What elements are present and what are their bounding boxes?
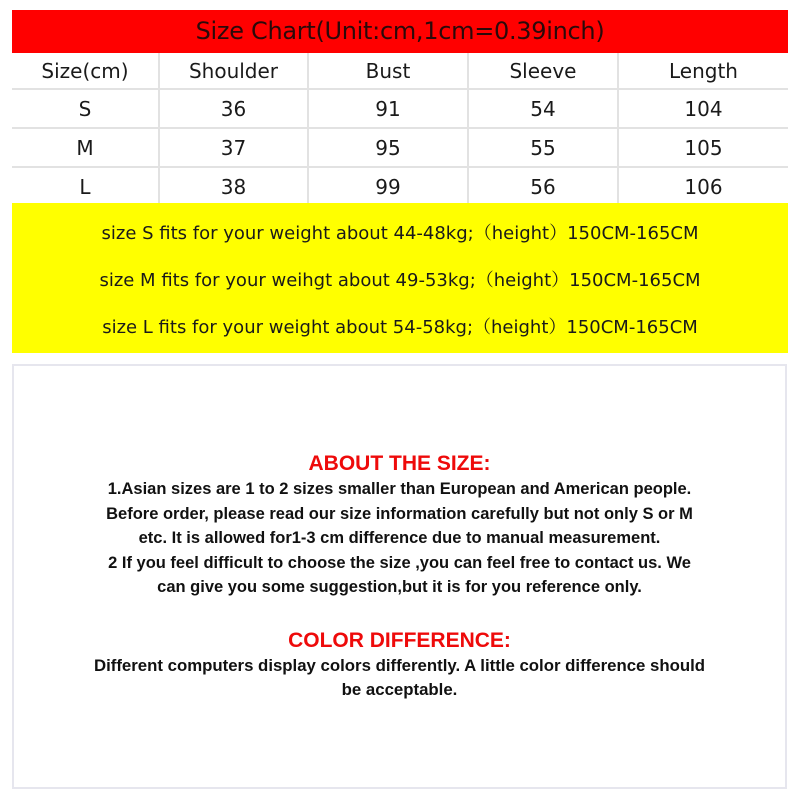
column-header-size: Size(cm) bbox=[12, 53, 159, 89]
color-difference-line: Different computers display colors differently. A little color difference should bbox=[93, 655, 706, 675]
cell-shoulder: 38 bbox=[159, 167, 308, 205]
fit-guide-band bbox=[12, 203, 788, 353]
size-table bbox=[12, 53, 788, 205]
column-header-bust: Bust bbox=[308, 53, 468, 89]
cell-size: S bbox=[12, 89, 159, 128]
table-row bbox=[12, 167, 788, 205]
cell-bust: 99 bbox=[308, 167, 468, 205]
cell-length: 104 bbox=[618, 89, 788, 128]
cell-sleeve: 56 bbox=[468, 167, 618, 205]
cell-sleeve: 55 bbox=[468, 128, 618, 167]
size-chart-title: Size Chart(Unit:cm,1cm=0.39inch) bbox=[12, 10, 788, 53]
cell-shoulder: 37 bbox=[159, 128, 308, 167]
about-size-heading: ABOUT THE SIZE: bbox=[308, 452, 491, 475]
cell-bust: 95 bbox=[308, 128, 468, 167]
fit-guide-line-s: size S fits for your weight about 44-48kg;（height）150CM-165CM bbox=[101, 223, 699, 244]
about-size-line: Before order, please read our size information carefully but not only S or M bbox=[106, 504, 693, 523]
cell-sleeve: 54 bbox=[468, 89, 618, 128]
cell-size: L bbox=[12, 167, 159, 205]
table-row bbox=[12, 89, 788, 128]
cell-size: M bbox=[12, 128, 159, 167]
about-size-line: can give you some suggestion,but it is for you reference only. bbox=[157, 578, 642, 596]
color-difference-heading: COLOR DIFFERENCE: bbox=[288, 628, 511, 652]
about-size-line: 1.Asian sizes are 1 to 2 sizes smaller than European and American people. bbox=[107, 480, 692, 498]
table-row bbox=[12, 128, 788, 167]
fit-guide-line-l: size L fits for your weight about 54-58kg;（height）150CM-165CM bbox=[102, 317, 698, 338]
notes-panel bbox=[12, 364, 787, 789]
color-difference-line: be acceptable. bbox=[341, 680, 458, 699]
cell-length: 106 bbox=[684, 174, 723, 199]
about-size-line: etc. It is allowed for1-3 cm difference due to manual measurement. bbox=[138, 529, 661, 547]
about-size-line: 2 If you feel difficult to choose the size ,you can feel free to contact us. We bbox=[108, 553, 691, 572]
fit-guide-line-m: size M fits for your weihgt about 49-53kg;（height）150CM-165CM bbox=[99, 270, 701, 291]
cell-bust: 91 bbox=[308, 89, 468, 128]
table-header-row bbox=[12, 53, 788, 89]
column-header-sleeve: Sleeve bbox=[468, 53, 618, 89]
column-header-length: Length bbox=[618, 53, 788, 89]
color-difference-text bbox=[14, 654, 785, 703]
cell-shoulder: 36 bbox=[159, 89, 308, 128]
column-header-shoulder: Shoulder bbox=[159, 53, 308, 89]
about-size-text bbox=[14, 477, 785, 600]
cell-length: 105 bbox=[618, 128, 788, 167]
